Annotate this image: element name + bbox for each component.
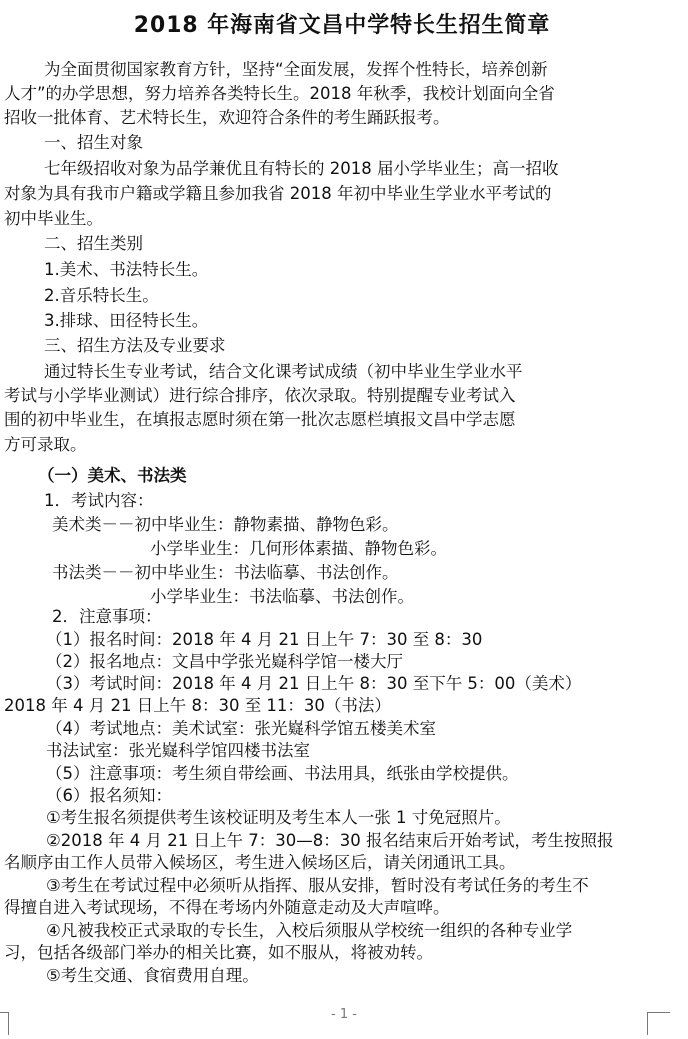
- page-number: - 1 -: [331, 1007, 357, 1022]
- document-title: 2018 年海南省文昌中学特长生招生简章: [133, 13, 551, 38]
- calligraphy-junior-line: 书法类－－初中毕业生：书法临摹、书法创作。: [52, 563, 399, 582]
- art-junior-line: 美术类－－初中毕业生：静物素描、静物色彩。: [52, 515, 399, 534]
- notice-item-3-line-1: ③考生在考试过程中必须听从指挥、服从安排，暂时没有考试任务的考生不: [46, 876, 589, 895]
- method-line-4: 方可录取。: [4, 435, 87, 454]
- category-item-2: 2.音乐特长生。: [44, 286, 159, 305]
- target-line-1: 七年级招收对象为品学兼优且有特长的 2018 届小学毕业生；高一招收: [44, 159, 559, 178]
- crop-mark-right: [647, 1012, 670, 1035]
- section-heading-1: 一、招生对象: [44, 133, 143, 152]
- category-item-3: 3.排球、田径特长生。: [44, 311, 209, 330]
- note-registration-notice: （6）报名须知：: [46, 786, 172, 805]
- note-exam-place-calligraphy: 书法试室：张光嶷科学馆四楼书法室: [46, 741, 310, 760]
- note-registration-place: （2）报名地点：文昌中学张光嶷科学馆一楼大厅: [46, 652, 403, 671]
- notice-item-1: ①考生报名须提供考生该校证明及考生本人一张 1 寸免冠照片。: [46, 808, 511, 827]
- notice-item-3-line-2: 得擅自进入考试现场，不得在考场内外随意走动及大声喧哗。: [4, 898, 450, 917]
- method-line-3: 围的初中毕业生，在填报志愿时须在第一批次志愿栏填报文昌中学志愿: [4, 410, 516, 429]
- category-item-1: 1.美术、书法特长生。: [44, 260, 209, 279]
- notice-item-5: ⑤考生交通、食宿费用自理。: [46, 966, 259, 985]
- art-primary-line: 小学毕业生：几何形体素描、静物色彩。: [150, 539, 447, 558]
- section-heading-3: 三、招生方法及专业要求: [44, 336, 226, 355]
- subsection-heading: （一）美术、书法类: [38, 466, 187, 485]
- note-registration-time: （1）报名时间：2018 年 4 月 21 日上午 7：30 至 8：30: [46, 630, 483, 649]
- exam-content-heading: 1．考试内容：: [44, 491, 154, 510]
- calligraphy-primary-line: 小学毕业生：书法临摹、书法创作。: [150, 587, 414, 606]
- target-line-3: 初中毕业生。: [4, 209, 103, 228]
- target-line-2: 对象为具有我市户籍或学籍且参加我省 2018 年初中毕业生学业水平考试的: [4, 184, 552, 203]
- method-line-2: 考试与小学毕业测试）进行综合排序，依次录取。特别提醒专业考试入: [4, 386, 516, 405]
- notice-item-2-line-1: ②2018 年 4 月 21 日上午 7：30—8：30 报名结束后开始考试，考生按照报: [46, 831, 614, 850]
- crop-mark-left: [0, 1012, 9, 1035]
- notes-heading: 2．注意事项：: [52, 607, 162, 626]
- note-attention: （5）注意事项：考生须自带绘画、书法用具，纸张由学校提供。: [46, 764, 519, 783]
- notice-item-4-line-2: 习，包括各级部门举办的相关比赛，如不服从，将被劝转。: [4, 943, 433, 962]
- note-exam-time-calligraphy: 2018 年 4 月 21 日上午 8：30 至 11：30（书法）: [4, 696, 391, 715]
- intro-line-1: 为全面贯彻国家教育方针，坚持“全面发展，发挥个性特长，培养创新: [44, 60, 548, 79]
- note-exam-place: （4）考试地点：美术试室：张光嶷科学馆五楼美术室: [46, 719, 436, 738]
- intro-line-2: 人才”的办学思想，努力培养各类特长生。2018 年秋季，我校计划面向全省: [4, 84, 555, 103]
- intro-line-3: 招收一批体育、艺术特长生，欢迎符合条件的考生踊跃报考。: [4, 108, 450, 127]
- notice-item-2-line-2: 名顺序由工作人员带入候场区，考生进入候场区后，请关闭通讯工具。: [4, 853, 516, 872]
- method-line-1: 通过特长生专业考试，结合文化课考试成绩（初中毕业生学业水平: [44, 362, 523, 381]
- section-heading-2: 二、招生类别: [44, 234, 143, 253]
- notice-item-4-line-1: ④凡被我校正式录取的专长生，入校后须服从学校统一组织的各种专业学: [46, 921, 573, 940]
- note-exam-time: （3）考试时间：2018 年 4 月 21 日上午 8：30 至下午 5：00（美术）: [46, 674, 582, 693]
